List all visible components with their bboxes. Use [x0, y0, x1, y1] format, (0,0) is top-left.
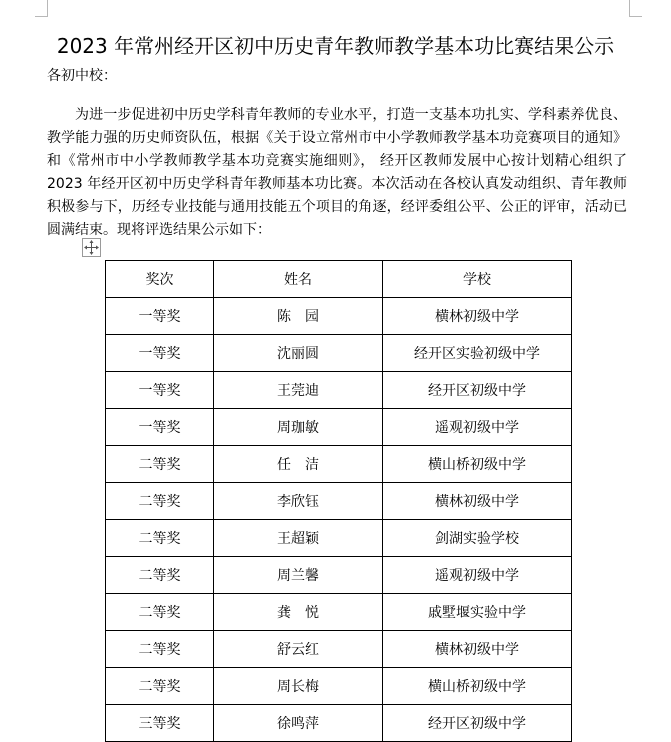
school-cell: 横山桥初级中学 — [383, 446, 572, 483]
award-cell: 二等奖 — [106, 594, 214, 631]
name-cell: 任 洁 — [214, 446, 383, 483]
award-cell: 二等奖 — [106, 668, 214, 705]
name-cell: 舒云红 — [214, 631, 383, 668]
award-cell: 二等奖 — [106, 483, 214, 520]
school-cell: 遥观初级中学 — [383, 557, 572, 594]
table-row — [106, 631, 572, 668]
results-table — [105, 260, 572, 742]
school-cell: 戚墅堰实验中学 — [383, 594, 572, 631]
award-cell: 二等奖 — [106, 446, 214, 483]
table-body — [106, 298, 572, 742]
name-cell: 龚 悦 — [214, 594, 383, 631]
school-cell: 剑湖实验学校 — [383, 520, 572, 557]
award-cell: 一等奖 — [106, 298, 214, 335]
award-cell: 一等奖 — [106, 409, 214, 446]
school-cell: 经开区初级中学 — [383, 372, 572, 409]
table-row — [106, 594, 572, 631]
table-move-handle[interactable] — [82, 238, 101, 257]
table-row — [106, 520, 572, 557]
award-cell: 一等奖 — [106, 335, 214, 372]
table-row — [106, 335, 572, 372]
page-corner-mark-left — [35, 0, 48, 17]
table-row — [106, 705, 572, 742]
school-cell: 横林初级中学 — [383, 631, 572, 668]
document-title: 2023 年常州经开区初中历史青年教师教学基本功比赛结果公示 — [56, 34, 615, 58]
award-cell: 二等奖 — [106, 631, 214, 668]
name-cell: 沈丽圆 — [214, 335, 383, 372]
school-cell: 遥观初级中学 — [383, 409, 572, 446]
school-cell: 经开区初级中学 — [383, 705, 572, 742]
move-arrows-icon — [83, 239, 100, 256]
award-cell: 二等奖 — [106, 557, 214, 594]
table-header-row — [106, 261, 572, 298]
header-name: 姓名 — [214, 261, 383, 298]
salutation: 各初中校： — [47, 68, 117, 84]
name-cell: 周兰馨 — [214, 557, 383, 594]
school-cell: 横山桥初级中学 — [383, 668, 572, 705]
table-row — [106, 372, 572, 409]
name-cell: 陈 园 — [214, 298, 383, 335]
name-cell: 周长梅 — [214, 668, 383, 705]
award-cell: 一等奖 — [106, 372, 214, 409]
table-row — [106, 446, 572, 483]
table-row — [106, 668, 572, 705]
name-cell: 王莞迪 — [214, 372, 383, 409]
intro-paragraph: 为进一步促进初中历史学科青年教师的专业水平，打造一支基本功扎实、学科素养优良、教学能力强的历史师资队伍，根据《关于设立常州市中小学教师教学基本功竞赛项目的通知》和《常州市中小学教师教学基本功竞赛实施细则》， 经开区教师发展中心按计划精心组织了 2023 年经开区初中历史学科青年教师基本功比赛。本次活动在各校认真发动组织、青年教师积极参与下，历经专业技能与通用技能五个项目的角逐，经评委组公平、公正的评审，活动已圆满结束。现将评选结果公示如下： — [47, 107, 627, 238]
name-cell: 徐鸣萍 — [214, 705, 383, 742]
name-cell: 王超颖 — [214, 520, 383, 557]
name-cell: 李欣钰 — [214, 483, 383, 520]
table-row — [106, 557, 572, 594]
table-row — [106, 483, 572, 520]
header-school: 学校 — [383, 261, 572, 298]
school-cell: 横林初级中学 — [383, 483, 572, 520]
award-cell: 三等奖 — [106, 705, 214, 742]
school-cell: 经开区实验初级中学 — [383, 335, 572, 372]
award-cell: 二等奖 — [106, 520, 214, 557]
table-row — [106, 298, 572, 335]
table-row — [106, 409, 572, 446]
name-cell: 周珈敏 — [214, 409, 383, 446]
page-corner-mark-right — [629, 0, 642, 17]
header-award: 奖次 — [106, 261, 214, 298]
school-cell: 横林初级中学 — [383, 298, 572, 335]
